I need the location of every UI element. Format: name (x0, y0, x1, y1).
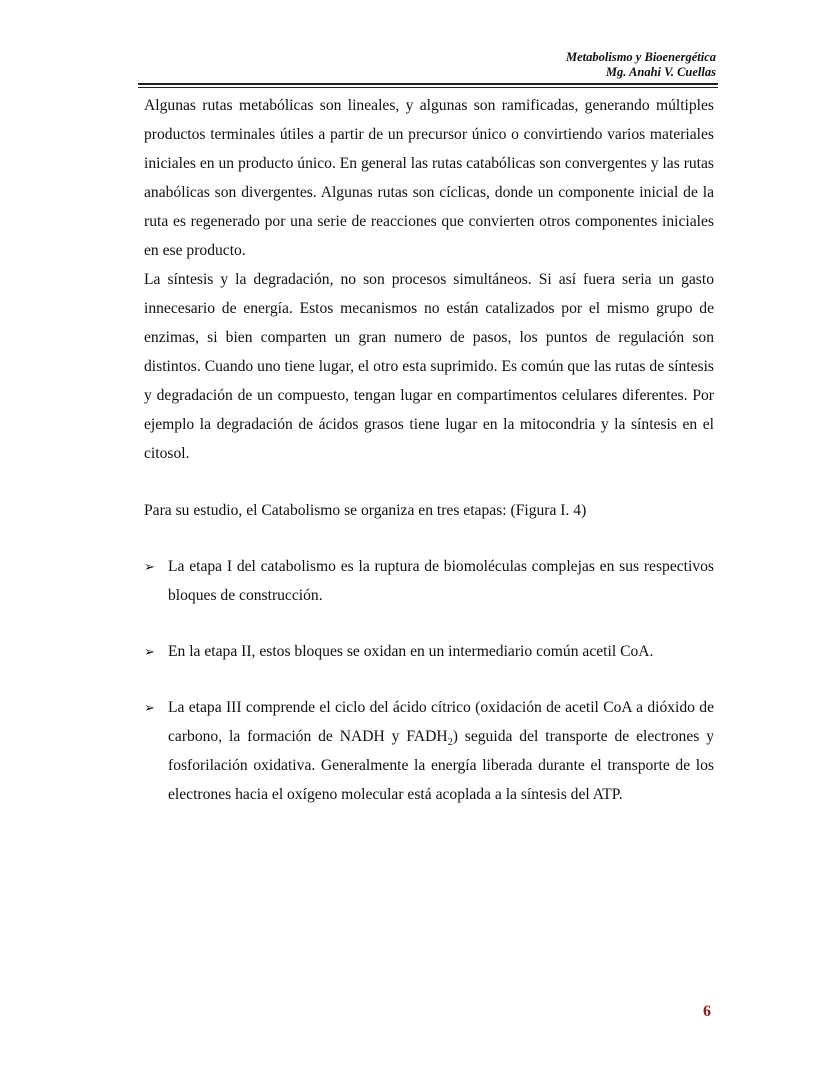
paragraph: Para su estudio, el Catabolismo se organiza en tres etapas: (Figura I. 4) (144, 502, 587, 519)
page-number: 6 (703, 1003, 711, 1020)
list-item: ➢ La etapa I del catabolismo es la ruptura de biomoléculas complejas en sus respectivos bloques de construcción. (144, 552, 714, 610)
paragraph: La síntesis y la degradación, no son procesos simultáneos. Si así fuera seria un gasto innecesario de energía. Estos mecanismos no están catalizados por el mismo grupo de enzimas, si bien comparten un gran numero de pasos, los puntos de regulación son distintos. Cuando uno tiene lugar, el otro esta suprimido. Es común que las rutas de síntesis y degradación de un compuesto, tengan lugar en compartimentos celulares diferentes. Por ejemplo la degradación de ácidos grasos tiene lugar en la mitocondria y la síntesis en el citosol. (144, 271, 714, 462)
arrowhead-right-icon: ➢ (144, 700, 155, 715)
bullet-list (144, 552, 714, 809)
paragraph: Algunas rutas metabólicas son lineales, y algunas son ramificadas, generando múltiples productos terminales útiles a partir de un precursor único o convirtiendo varios materiales iniciales en un producto único. En general las rutas catabólicas son convergentes y las rutas anabólicas son divergentes. Algunas rutas son cíclicas, donde un componente inicial de la ruta es regenerado por una serie de reacciones que convierten otros componentes iniciales en ese producto. (144, 97, 715, 259)
list-item: ➢ La etapa III comprende el ciclo del ácido cítrico (oxidación de acetil CoA a dióxido de carbono, la formación de NADH y $FADH_2$) seguida del transporte de electrones y fosforilación oxidativa. Generalmente la energía liberada durante el transporte de los electrones hacia el oxígeno molecular está acoplada a la síntesis del ATP. (144, 693, 714, 809)
header-rule-thick (138, 83, 718, 85)
arrowhead-right-icon: ➢ (144, 644, 155, 659)
list-item: ➢ En la etapa II, estos bloques se oxidan en un intermediario común acetil CoA. (144, 637, 714, 666)
arrowhead-right-icon: ➢ (144, 559, 155, 574)
running-header (566, 50, 716, 80)
header-rule-thin (138, 87, 718, 88)
header-author: Mg. Anahi V. Cuellas (605, 65, 716, 79)
page-body (144, 91, 714, 809)
header-title: Metabolismo y Bioenergética (566, 50, 716, 64)
